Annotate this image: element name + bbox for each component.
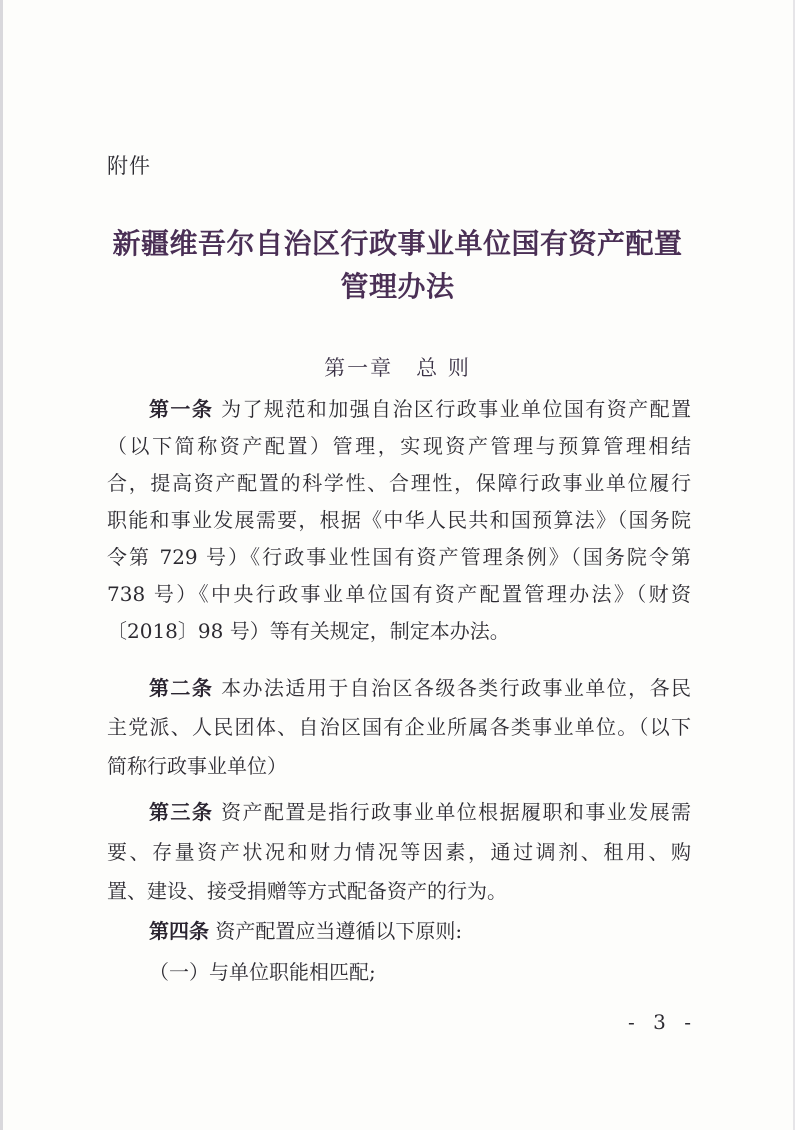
article-2-line-3: 简称行政事业单位） (107, 754, 287, 778)
document-title-line-2: 管理办法 (340, 270, 455, 303)
article-2-label: 第二条 (149, 676, 214, 700)
article-1-line-1 (149, 394, 691, 424)
article-2-line-1 (149, 673, 691, 703)
article-1-line-4: 职能和事业发展需要，根据《中华人民共和国预算法》（国务院 (107, 508, 691, 532)
article-3-line-1 (149, 797, 691, 827)
chapter-heading: 第一章 总 则 (324, 356, 471, 380)
article-1-line-7: 〔2018〕98 号）等有关规定，制定本办法。 (107, 619, 510, 643)
article-text: 本办法适用于自治区各级各类行政事业单位，各民 (221, 676, 692, 700)
article-3-label: 第三条 (149, 800, 214, 824)
scan-edge-left (0, 0, 3, 1130)
article-3-line-3: 置、建设、接受捐赠等方式配备资产的行为。 (107, 879, 507, 903)
article-1-line-5: 令第 729 号）《行政事业性国有资产管理条例》（国务院令第 (107, 545, 691, 569)
article-1-label: 第一条 (149, 397, 214, 421)
attachment-label: 附件 (107, 154, 151, 178)
article-4-line-1 (149, 916, 691, 946)
document-title-line-1: 新疆维吾尔自治区行政事业单位国有资产配置 (112, 227, 683, 260)
article-1-line-6: 738 号）《中央行政事业单位国有资产配置管理办法》（财资 (107, 582, 691, 606)
article-text: 为了规范和加强自治区行政事业单位国有资产配置 (221, 397, 692, 421)
article-1-line-3: 合，提高资产配置的科学性、合理性，保障行政事业单位履行 (107, 471, 691, 495)
article-1-line-2: （以下简称资产配置）管理，实现资产管理与预算管理相结 (107, 434, 691, 458)
page-number: - 3 - (628, 1010, 697, 1034)
article-text: 资产配置是指行政事业单位根据履职和事业发展需 (221, 800, 692, 824)
article-4-label: 第四条 (149, 919, 209, 943)
article-3-line-2: 要、存量资产状况和财力情况等因素，通过调剂、租用、购 (107, 840, 691, 864)
article-2-line-2: 主党派、人民团体、自治区国有企业所属各类事业单位。（以下 (107, 715, 691, 739)
list-item-1: （一）与单位职能相匹配; (149, 960, 376, 984)
article-text: 资产配置应当遵循以下原则: (215, 919, 463, 943)
